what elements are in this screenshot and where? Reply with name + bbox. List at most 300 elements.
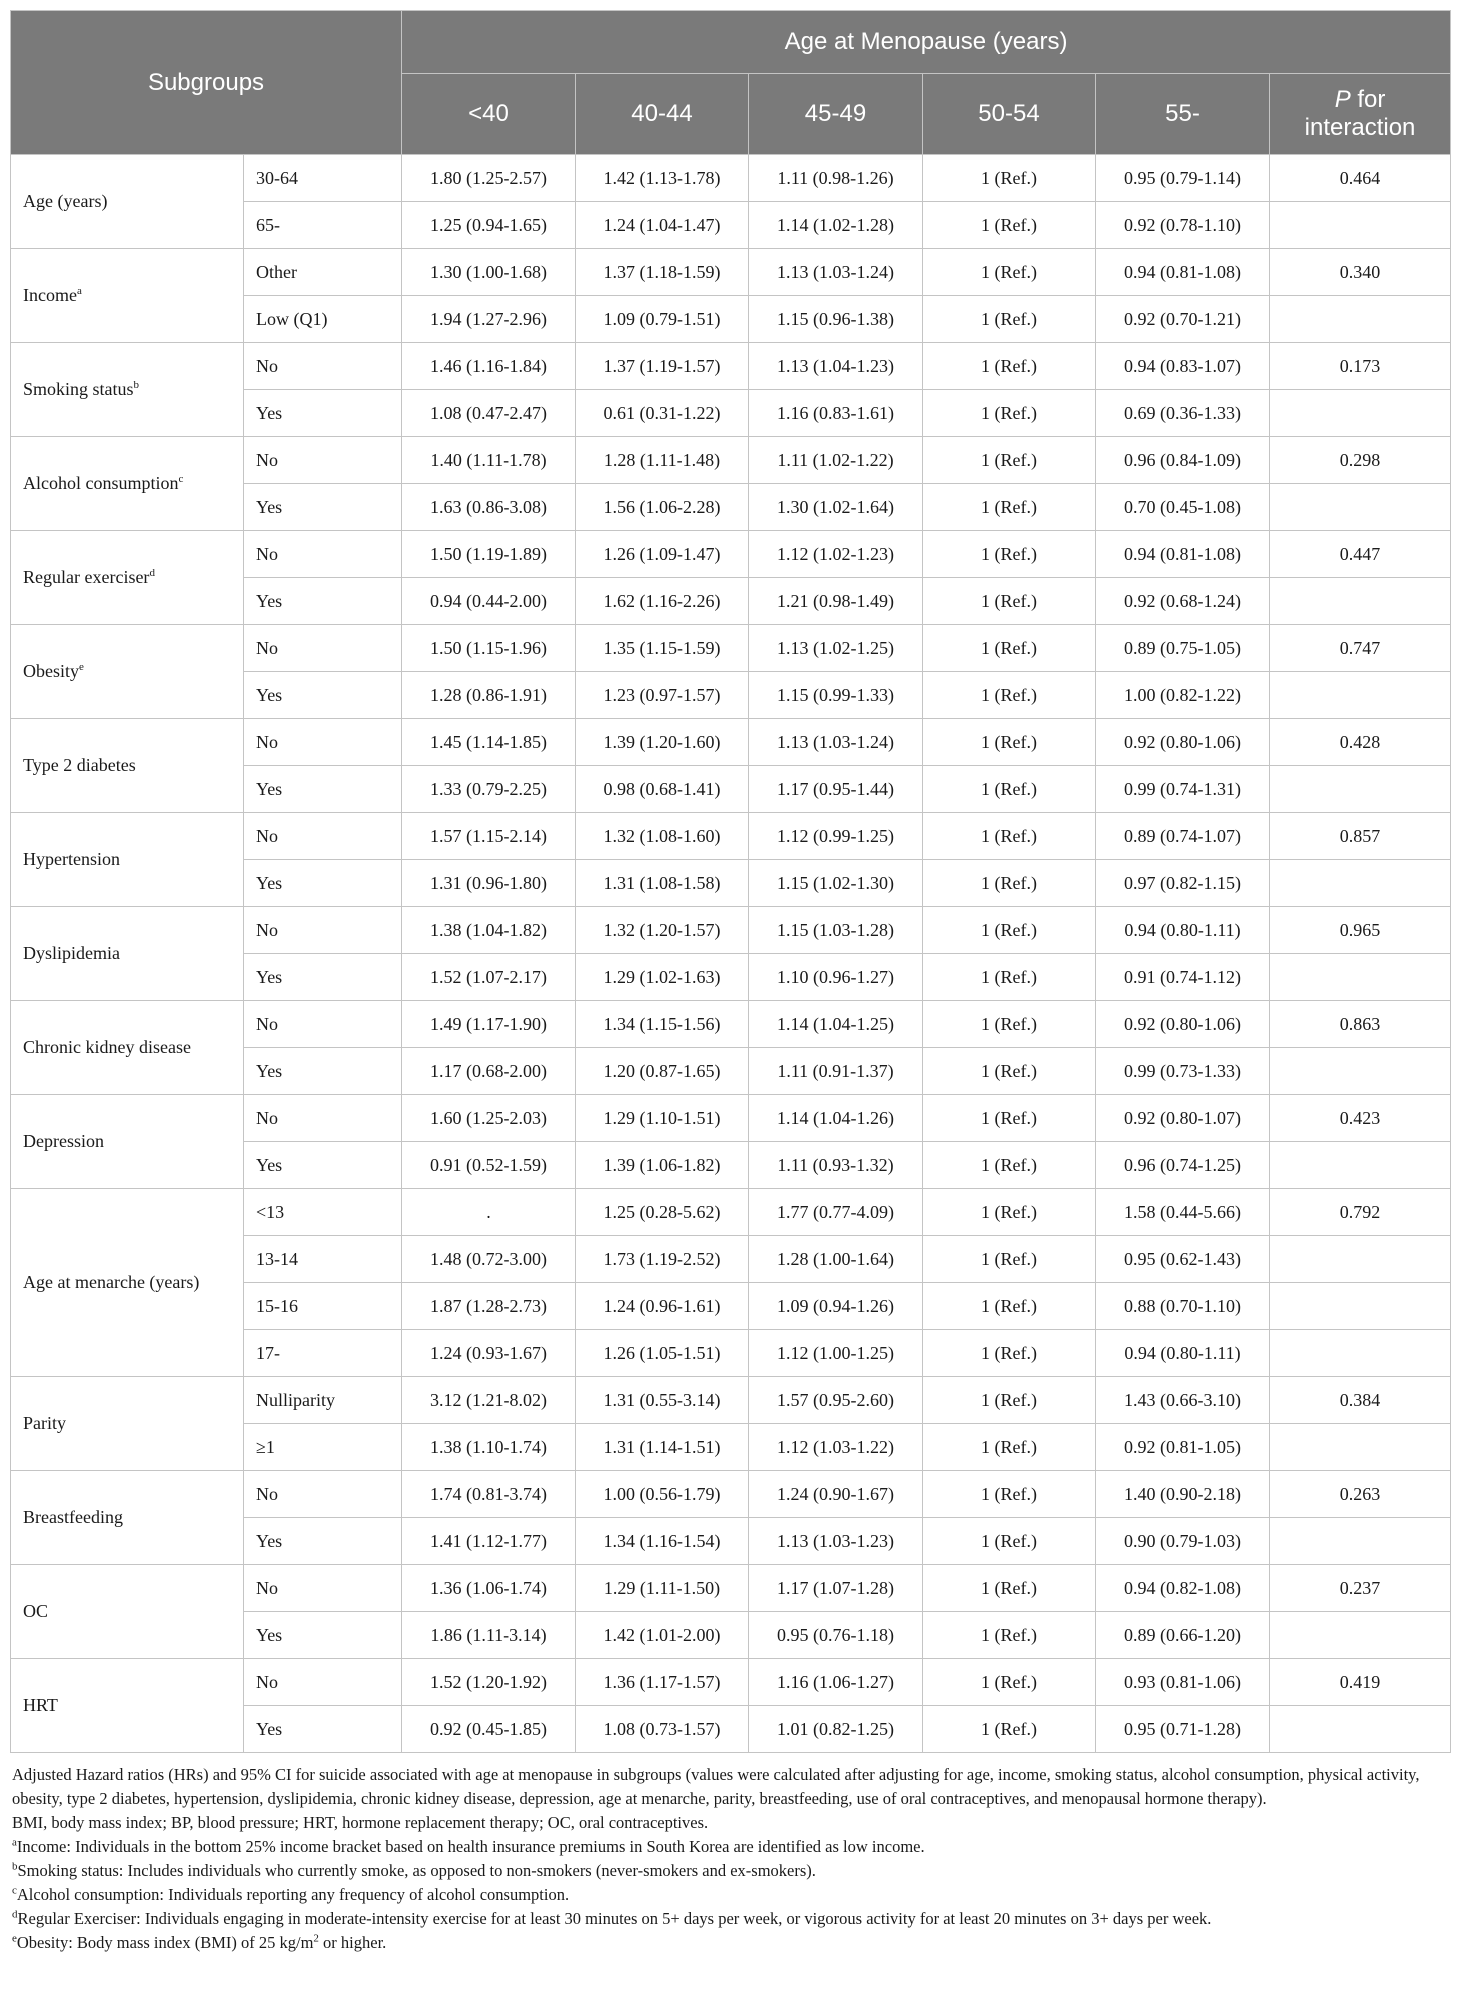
category-label: Yes bbox=[244, 860, 402, 907]
hr-cell: 1.30 (1.00-1.68) bbox=[402, 249, 576, 296]
footnote-marker: c bbox=[178, 473, 184, 485]
subgroup-label bbox=[11, 1189, 244, 1377]
hr-cell: 1.33 (0.79-2.25) bbox=[402, 766, 576, 813]
footnote-list bbox=[12, 1835, 1450, 1955]
category-label: Yes bbox=[244, 578, 402, 625]
category-label: Low (Q1) bbox=[244, 296, 402, 343]
table-figure bbox=[10, 10, 1450, 1955]
hr-cell: 1.21 (0.98-1.49) bbox=[749, 578, 923, 625]
hr-cell: 1.12 (0.99-1.25) bbox=[749, 813, 923, 860]
hr-cell: 0.94 (0.81-1.08) bbox=[1096, 249, 1270, 296]
footnote-mark: e bbox=[12, 1932, 17, 1945]
hr-cell: 1.43 (0.66-3.10) bbox=[1096, 1377, 1270, 1424]
hr-cell: 1.28 (1.11-1.48) bbox=[576, 437, 749, 484]
hr-cell: 1.25 (0.28-5.62) bbox=[576, 1189, 749, 1236]
interaction-text: interaction bbox=[1304, 114, 1416, 141]
hr-cell: 1.48 (0.72-3.00) bbox=[402, 1236, 576, 1283]
category-label: Other bbox=[244, 249, 402, 296]
category-label: 13-14 bbox=[244, 1236, 402, 1283]
subgroup-name: Age (years) bbox=[23, 191, 108, 211]
hr-cell: 0.92 (0.80-1.07) bbox=[1096, 1095, 1270, 1142]
hr-cell: 0.95 (0.71-1.28) bbox=[1096, 1706, 1270, 1753]
hr-cell: 1.37 (1.19-1.57) bbox=[576, 343, 749, 390]
hr-cell: 1.09 (0.79-1.51) bbox=[576, 296, 749, 343]
hr-cell: 1.36 (1.06-1.74) bbox=[402, 1565, 576, 1612]
hr-cell: 1.52 (1.07-2.17) bbox=[402, 954, 576, 1001]
subgroup-label bbox=[11, 1659, 244, 1753]
subgroup-label bbox=[11, 249, 244, 343]
hr-cell: 1.17 (1.07-1.28) bbox=[749, 1565, 923, 1612]
hr-cell: 1.01 (0.82-1.25) bbox=[749, 1706, 923, 1753]
footnote bbox=[12, 1931, 1450, 1955]
hr-cell: 1.25 (0.94-1.65) bbox=[402, 202, 576, 249]
hr-cell: 1.11 (0.91-1.37) bbox=[749, 1048, 923, 1095]
hr-cell: 1.26 (1.09-1.47) bbox=[576, 531, 749, 578]
hr-cell: 1.74 (0.81-3.74) bbox=[402, 1471, 576, 1518]
hr-cell: 1 (Ref.) bbox=[923, 1048, 1096, 1095]
subgroup-label bbox=[11, 531, 244, 625]
subgroup-name: Depression bbox=[23, 1131, 104, 1151]
hr-cell: 0.92 (0.81-1.05) bbox=[1096, 1424, 1270, 1471]
hr-cell: 0.88 (0.70-1.10) bbox=[1096, 1283, 1270, 1330]
subgroup-label bbox=[11, 343, 244, 437]
hr-cell: 0.99 (0.73-1.33) bbox=[1096, 1048, 1270, 1095]
hr-cell: 1.15 (0.99-1.33) bbox=[749, 672, 923, 719]
hr-cell: 1 (Ref.) bbox=[923, 1659, 1096, 1706]
footnote-text: Regular Exerciser: Individuals engaging in moderate-intensity exercise for at least 30 minutes on 5+ days per week, or vigorous activity for at least 20 minutes on 3+ days per week. bbox=[17, 1909, 1212, 1928]
hr-cell: 1.13 (1.03-1.24) bbox=[749, 249, 923, 296]
category-label: <13 bbox=[244, 1189, 402, 1236]
hr-cell: 0.92 (0.70-1.21) bbox=[1096, 296, 1270, 343]
p-interaction-value: 0.384 bbox=[1270, 1377, 1451, 1424]
hr-cell: 0.92 (0.45-1.85) bbox=[402, 1706, 576, 1753]
p-interaction-value: 0.447 bbox=[1270, 531, 1451, 578]
category-label: No bbox=[244, 719, 402, 766]
hr-cell: 1.52 (1.20-1.92) bbox=[402, 1659, 576, 1706]
p-interaction-empty bbox=[1270, 1706, 1451, 1753]
hr-cell: 0.92 (0.80-1.06) bbox=[1096, 719, 1270, 766]
category-label: 17- bbox=[244, 1330, 402, 1377]
p-interaction-value: 0.428 bbox=[1270, 719, 1451, 766]
hr-cell: 1.13 (1.03-1.24) bbox=[749, 719, 923, 766]
hr-cell: 1.31 (1.08-1.58) bbox=[576, 860, 749, 907]
hr-cell: 1.42 (1.13-1.78) bbox=[576, 155, 749, 202]
category-label: 15-16 bbox=[244, 1283, 402, 1330]
footnote-text: Obesity: Body mass index (BMI) of 25 kg/m bbox=[16, 1933, 314, 1952]
subgroup-name: HRT bbox=[23, 1695, 58, 1715]
hr-cell: 1 (Ref.) bbox=[923, 813, 1096, 860]
hr-cell: 1 (Ref.) bbox=[923, 202, 1096, 249]
col-header: <40 bbox=[402, 74, 576, 155]
table-row bbox=[11, 531, 1451, 578]
hr-cell: 1.24 (1.04-1.47) bbox=[576, 202, 749, 249]
hr-cell: 1.09 (0.94-1.26) bbox=[749, 1283, 923, 1330]
hr-cell: 1.39 (1.06-1.82) bbox=[576, 1142, 749, 1189]
hr-cell: 1 (Ref.) bbox=[923, 954, 1096, 1001]
hr-cell: 0.94 (0.82-1.08) bbox=[1096, 1565, 1270, 1612]
hr-cell: 1.36 (1.17-1.57) bbox=[576, 1659, 749, 1706]
p-interaction-empty bbox=[1270, 1518, 1451, 1565]
subgroup-name: Chronic kidney disease bbox=[23, 1037, 191, 1057]
category-label: No bbox=[244, 1095, 402, 1142]
category-label: Yes bbox=[244, 954, 402, 1001]
note-main: Adjusted Hazard ratios (HRs) and 95% CI for suicide associated with age at menopause in subgroups (values were calculated after adjusting for age, income, smoking status, alcohol consumption, physical activity, obesity, type 2 diabetes, hypertension, dyslipidemia, chronic kidney disease, depression, age at menarche, parity, breastfeeding, use of oral contraceptives, and menopausal hormone therapy). bbox=[12, 1765, 1420, 1808]
subgroup-name: Type 2 diabetes bbox=[23, 755, 136, 775]
category-label: Yes bbox=[244, 766, 402, 813]
subgroup-name: Age at menarche (years) bbox=[23, 1272, 200, 1292]
hr-cell: 1.73 (1.19-2.52) bbox=[576, 1236, 749, 1283]
category-label: Yes bbox=[244, 1612, 402, 1659]
col-header: 50-54 bbox=[923, 74, 1096, 155]
hr-cell: 0.70 (0.45-1.08) bbox=[1096, 484, 1270, 531]
p-interaction-value: 0.857 bbox=[1270, 813, 1451, 860]
hr-cell: 0.89 (0.75-1.05) bbox=[1096, 625, 1270, 672]
p-interaction-value: 0.298 bbox=[1270, 437, 1451, 484]
subgroup-name: Hypertension bbox=[23, 849, 120, 869]
hr-cell: 1 (Ref.) bbox=[923, 1236, 1096, 1283]
hr-cell: 0.94 (0.80-1.11) bbox=[1096, 1330, 1270, 1377]
p-interaction-empty bbox=[1270, 1236, 1451, 1283]
hr-cell: 1.28 (0.86-1.91) bbox=[402, 672, 576, 719]
hr-cell: 1.60 (1.25-2.03) bbox=[402, 1095, 576, 1142]
table-row bbox=[11, 1189, 1451, 1236]
hr-cell: 1 (Ref.) bbox=[923, 390, 1096, 437]
footnote-mark: b bbox=[12, 1860, 18, 1873]
hr-cell: 1.28 (1.00-1.64) bbox=[749, 1236, 923, 1283]
hr-cell: 0.90 (0.79-1.03) bbox=[1096, 1518, 1270, 1565]
hr-cell: 1.37 (1.18-1.59) bbox=[576, 249, 749, 296]
hr-cell: 0.89 (0.74-1.07) bbox=[1096, 813, 1270, 860]
hr-cell: 1.35 (1.15-1.59) bbox=[576, 625, 749, 672]
hr-cell: 1 (Ref.) bbox=[923, 1095, 1096, 1142]
hr-cell: 1.24 (0.96-1.61) bbox=[576, 1283, 749, 1330]
p-interaction-empty bbox=[1270, 484, 1451, 531]
hr-cell: 0.92 (0.78-1.10) bbox=[1096, 202, 1270, 249]
hr-cell: 1.56 (1.06-2.28) bbox=[576, 484, 749, 531]
hr-cell: 0.99 (0.74-1.31) bbox=[1096, 766, 1270, 813]
hr-cell: 1.31 (0.96-1.80) bbox=[402, 860, 576, 907]
p-interaction-empty bbox=[1270, 672, 1451, 719]
subgroup-name: Income bbox=[23, 285, 77, 305]
category-label: Yes bbox=[244, 1048, 402, 1095]
hr-cell: 1.23 (0.97-1.57) bbox=[576, 672, 749, 719]
category-label: Yes bbox=[244, 484, 402, 531]
hr-cell: 1.45 (1.14-1.85) bbox=[402, 719, 576, 766]
hr-cell: 1.15 (0.96-1.38) bbox=[749, 296, 923, 343]
hr-cell: 3.12 (1.21-8.02) bbox=[402, 1377, 576, 1424]
hr-cell: 1 (Ref.) bbox=[923, 719, 1096, 766]
category-label: Yes bbox=[244, 1518, 402, 1565]
hr-cell: 1 (Ref.) bbox=[923, 296, 1096, 343]
hr-cell: 1.15 (1.03-1.28) bbox=[749, 907, 923, 954]
category-label: ≥1 bbox=[244, 1424, 402, 1471]
hr-cell: 1 (Ref.) bbox=[923, 625, 1096, 672]
hr-cell: 0.91 (0.52-1.59) bbox=[402, 1142, 576, 1189]
subgroup-label bbox=[11, 1377, 244, 1471]
hr-cell: 1.08 (0.73-1.57) bbox=[576, 1706, 749, 1753]
subgroups-header: Subgroups bbox=[11, 11, 402, 155]
subgroup-label bbox=[11, 907, 244, 1001]
hr-cell: 1.29 (1.02-1.63) bbox=[576, 954, 749, 1001]
hr-cell: 0.92 (0.80-1.06) bbox=[1096, 1001, 1270, 1048]
p-interaction-value: 0.464 bbox=[1270, 155, 1451, 202]
table-notes bbox=[10, 1763, 1450, 1955]
hr-cell: 1 (Ref.) bbox=[923, 1471, 1096, 1518]
p-interaction-header bbox=[1270, 74, 1451, 155]
table-row bbox=[11, 1095, 1451, 1142]
hr-cell: 0.61 (0.31-1.22) bbox=[576, 390, 749, 437]
table-row bbox=[11, 1565, 1451, 1612]
hr-cell: 1.57 (1.15-2.14) bbox=[402, 813, 576, 860]
hr-cell: 1 (Ref.) bbox=[923, 1424, 1096, 1471]
table-row bbox=[11, 813, 1451, 860]
hr-cell: 1.00 (0.82-1.22) bbox=[1096, 672, 1270, 719]
hr-cell: 1.63 (0.86-3.08) bbox=[402, 484, 576, 531]
hr-cell: 1.12 (1.03-1.22) bbox=[749, 1424, 923, 1471]
hr-cell: 1 (Ref.) bbox=[923, 1001, 1096, 1048]
category-label: No bbox=[244, 531, 402, 578]
p-interaction-empty bbox=[1270, 1283, 1451, 1330]
table-row bbox=[11, 1471, 1451, 1518]
subgroup-name: Parity bbox=[23, 1413, 66, 1433]
hr-cell: 1.12 (1.02-1.23) bbox=[749, 531, 923, 578]
subgroup-label bbox=[11, 1565, 244, 1659]
footnote bbox=[12, 1859, 1450, 1883]
p-interaction-value: 0.423 bbox=[1270, 1095, 1451, 1142]
hr-cell: 1 (Ref.) bbox=[923, 155, 1096, 202]
hr-cell: 1.29 (1.11-1.50) bbox=[576, 1565, 749, 1612]
table-row bbox=[11, 437, 1451, 484]
hr-cell: 1.86 (1.11-3.14) bbox=[402, 1612, 576, 1659]
subgroup-name: Dyslipidemia bbox=[23, 943, 120, 963]
table-row bbox=[11, 1377, 1451, 1424]
subgroup-name: OC bbox=[23, 1601, 49, 1621]
col-header: 40-44 bbox=[576, 74, 749, 155]
hr-cell: 1 (Ref.) bbox=[923, 249, 1096, 296]
subgroup-name: Breastfeeding bbox=[23, 1507, 123, 1527]
category-label: No bbox=[244, 1471, 402, 1518]
hr-cell: 1.38 (1.04-1.82) bbox=[402, 907, 576, 954]
footnote-mark: c bbox=[12, 1884, 17, 1897]
hr-cell: 1.11 (0.98-1.26) bbox=[749, 155, 923, 202]
category-label: Yes bbox=[244, 390, 402, 437]
p-interaction-value: 0.965 bbox=[1270, 907, 1451, 954]
category-label: No bbox=[244, 1001, 402, 1048]
hr-cell: 1.31 (0.55-3.14) bbox=[576, 1377, 749, 1424]
footnote-marker: a bbox=[76, 285, 82, 297]
note-abbreviations: BMI, body mass index; BP, blood pressure; HRT, hormone replacement therapy; OC, oral contraceptives. bbox=[12, 1813, 709, 1832]
hr-cell: 0.98 (0.68-1.41) bbox=[576, 766, 749, 813]
hr-cell: 1 (Ref.) bbox=[923, 1330, 1096, 1377]
p-interaction-empty bbox=[1270, 390, 1451, 437]
table-row bbox=[11, 343, 1451, 390]
footnote-tail: or higher. bbox=[318, 1933, 387, 1952]
category-label: No bbox=[244, 1659, 402, 1706]
p-interaction-value: 0.263 bbox=[1270, 1471, 1451, 1518]
footnote-marker: b bbox=[133, 379, 140, 391]
p-interaction-empty bbox=[1270, 766, 1451, 813]
hr-cell: 1 (Ref.) bbox=[923, 1706, 1096, 1753]
hr-cell: 1 (Ref.) bbox=[923, 1283, 1096, 1330]
hr-cell: 1.41 (1.12-1.77) bbox=[402, 1518, 576, 1565]
footnote-text: Smoking status: Includes individuals who currently smoke, as opposed to non-smokers (never-smokers and ex-smokers). bbox=[17, 1861, 816, 1880]
hr-cell: 1.12 (1.00-1.25) bbox=[749, 1330, 923, 1377]
subgroup-label bbox=[11, 1095, 244, 1189]
subgroup-label bbox=[11, 625, 244, 719]
hr-cell: 1.31 (1.14-1.51) bbox=[576, 1424, 749, 1471]
hr-cell: 1.32 (1.08-1.60) bbox=[576, 813, 749, 860]
hr-cell: 1 (Ref.) bbox=[923, 907, 1096, 954]
table-row bbox=[11, 249, 1451, 296]
category-label: No bbox=[244, 907, 402, 954]
footnote-marker: d bbox=[149, 567, 155, 579]
hr-cell: 1.80 (1.25-2.57) bbox=[402, 155, 576, 202]
hr-cell: 0.94 (0.81-1.08) bbox=[1096, 531, 1270, 578]
hr-cell: 1.13 (1.03-1.23) bbox=[749, 1518, 923, 1565]
subgroup-hr-table bbox=[10, 10, 1451, 1753]
hr-cell: 1.30 (1.02-1.64) bbox=[749, 484, 923, 531]
p-interaction-empty bbox=[1270, 860, 1451, 907]
hr-cell: 1.13 (1.02-1.25) bbox=[749, 625, 923, 672]
hr-cell: 1 (Ref.) bbox=[923, 672, 1096, 719]
p-interaction-value: 0.237 bbox=[1270, 1565, 1451, 1612]
hr-cell: 1.17 (0.68-2.00) bbox=[402, 1048, 576, 1095]
subgroup-label bbox=[11, 1001, 244, 1095]
table-row bbox=[11, 625, 1451, 672]
footnote-marker: e bbox=[79, 661, 84, 673]
subgroup-name: Regular exerciser bbox=[23, 567, 150, 587]
hr-cell: 1.32 (1.20-1.57) bbox=[576, 907, 749, 954]
hr-cell: 1.10 (0.96-1.27) bbox=[749, 954, 923, 1001]
hr-cell: 0.94 (0.80-1.11) bbox=[1096, 907, 1270, 954]
hr-cell: 0.96 (0.84-1.09) bbox=[1096, 437, 1270, 484]
hr-cell: 1.46 (1.16-1.84) bbox=[402, 343, 576, 390]
hr-cell: 1.26 (1.05-1.51) bbox=[576, 1330, 749, 1377]
footnote bbox=[12, 1835, 1450, 1859]
hr-cell: 1 (Ref.) bbox=[923, 484, 1096, 531]
table-row bbox=[11, 719, 1451, 766]
col-header: 55- bbox=[1096, 74, 1270, 155]
hr-cell: 0.95 (0.76-1.18) bbox=[749, 1612, 923, 1659]
table-row bbox=[11, 907, 1451, 954]
hr-cell: 1.50 (1.15-1.96) bbox=[402, 625, 576, 672]
p-interaction-value: 0.173 bbox=[1270, 343, 1451, 390]
hr-cell: 0.94 (0.83-1.07) bbox=[1096, 343, 1270, 390]
hr-cell: 1.77 (0.77-4.09) bbox=[749, 1189, 923, 1236]
hr-cell: 1 (Ref.) bbox=[923, 860, 1096, 907]
hr-cell: 1.34 (1.15-1.56) bbox=[576, 1001, 749, 1048]
hr-cell: 0.94 (0.44-2.00) bbox=[402, 578, 576, 625]
p-interaction-empty bbox=[1270, 296, 1451, 343]
table-row bbox=[11, 155, 1451, 202]
hr-cell: 1.50 (1.19-1.89) bbox=[402, 531, 576, 578]
hr-cell: 1.42 (1.01-2.00) bbox=[576, 1612, 749, 1659]
p-interaction-empty bbox=[1270, 202, 1451, 249]
category-label: No bbox=[244, 343, 402, 390]
hr-cell: 0.95 (0.79-1.14) bbox=[1096, 155, 1270, 202]
hr-cell: 0.89 (0.66-1.20) bbox=[1096, 1612, 1270, 1659]
hr-cell: 1.40 (1.11-1.78) bbox=[402, 437, 576, 484]
p-interaction-value: 0.340 bbox=[1270, 249, 1451, 296]
category-label: Yes bbox=[244, 1142, 402, 1189]
hr-cell: 1.24 (0.90-1.67) bbox=[749, 1471, 923, 1518]
hr-cell: 1.08 (0.47-2.47) bbox=[402, 390, 576, 437]
hr-cell: 0.91 (0.74-1.12) bbox=[1096, 954, 1270, 1001]
hr-cell: 0.92 (0.68-1.24) bbox=[1096, 578, 1270, 625]
p-interaction-empty bbox=[1270, 1142, 1451, 1189]
subgroup-label bbox=[11, 719, 244, 813]
hr-cell: . bbox=[402, 1189, 576, 1236]
hr-cell: 1.40 (0.90-2.18) bbox=[1096, 1471, 1270, 1518]
category-label: No bbox=[244, 813, 402, 860]
hr-cell: 1 (Ref.) bbox=[923, 1142, 1096, 1189]
hr-cell: 1.49 (1.17-1.90) bbox=[402, 1001, 576, 1048]
footnote-text: Alcohol consumption: Individuals reporting any frequency of alcohol consumption. bbox=[16, 1885, 570, 1904]
hr-cell: 1 (Ref.) bbox=[923, 1565, 1096, 1612]
subgroup-name: Smoking status bbox=[23, 379, 134, 399]
hr-cell: 1.15 (1.02-1.30) bbox=[749, 860, 923, 907]
category-label: Yes bbox=[244, 672, 402, 719]
footnote-mark: d bbox=[12, 1908, 18, 1921]
p-interaction-empty bbox=[1270, 1048, 1451, 1095]
hr-cell: 1.13 (1.04-1.23) bbox=[749, 343, 923, 390]
category-label: Nulliparity bbox=[244, 1377, 402, 1424]
hr-cell: 0.95 (0.62-1.43) bbox=[1096, 1236, 1270, 1283]
hr-cell: 1.87 (1.28-2.73) bbox=[402, 1283, 576, 1330]
hr-cell: 1.16 (1.06-1.27) bbox=[749, 1659, 923, 1706]
footnote-superscript: 2 bbox=[313, 1932, 319, 1945]
hr-cell: 1 (Ref.) bbox=[923, 343, 1096, 390]
hr-cell: 0.69 (0.36-1.33) bbox=[1096, 390, 1270, 437]
hr-cell: 0.96 (0.74-1.25) bbox=[1096, 1142, 1270, 1189]
p-interaction-empty bbox=[1270, 1612, 1451, 1659]
hr-cell: 1 (Ref.) bbox=[923, 1612, 1096, 1659]
subgroup-name: Alcohol consumption bbox=[23, 473, 179, 493]
subgroup-name: Obesity bbox=[23, 661, 79, 681]
p-interaction-empty bbox=[1270, 578, 1451, 625]
hr-cell: 1.17 (0.95-1.44) bbox=[749, 766, 923, 813]
hr-cell: 1.38 (1.10-1.74) bbox=[402, 1424, 576, 1471]
hr-cell: 1.16 (0.83-1.61) bbox=[749, 390, 923, 437]
hr-cell: 1 (Ref.) bbox=[923, 1377, 1096, 1424]
p-interaction-value: 0.747 bbox=[1270, 625, 1451, 672]
hr-cell: 0.97 (0.82-1.15) bbox=[1096, 860, 1270, 907]
p-for-text: for bbox=[1350, 86, 1386, 113]
hr-cell: 1.20 (0.87-1.65) bbox=[576, 1048, 749, 1095]
category-label: No bbox=[244, 625, 402, 672]
hr-cell: 1.58 (0.44-5.66) bbox=[1096, 1189, 1270, 1236]
table-row bbox=[11, 1001, 1451, 1048]
col-header: 45-49 bbox=[749, 74, 923, 155]
hr-cell: 1 (Ref.) bbox=[923, 578, 1096, 625]
p-symbol: P bbox=[1334, 86, 1351, 113]
hr-cell: 1.62 (1.16-2.26) bbox=[576, 578, 749, 625]
hr-cell: 1 (Ref.) bbox=[923, 1518, 1096, 1565]
hr-cell: 1.14 (1.04-1.25) bbox=[749, 1001, 923, 1048]
hr-cell: 1.34 (1.16-1.54) bbox=[576, 1518, 749, 1565]
footnote bbox=[12, 1883, 1450, 1907]
hr-cell: 1.57 (0.95-2.60) bbox=[749, 1377, 923, 1424]
hr-cell: 1.94 (1.27-2.96) bbox=[402, 296, 576, 343]
p-interaction-empty bbox=[1270, 1330, 1451, 1377]
hr-cell: 1.39 (1.20-1.60) bbox=[576, 719, 749, 766]
p-interaction-empty bbox=[1270, 954, 1451, 1001]
footnote-text: Income: Individuals in the bottom 25% income bracket based on health insurance premiums in South Korea are identified as low income. bbox=[16, 1837, 925, 1856]
hr-cell: 1.14 (1.02-1.28) bbox=[749, 202, 923, 249]
p-interaction-empty bbox=[1270, 1424, 1451, 1471]
hr-cell: 1.29 (1.10-1.51) bbox=[576, 1095, 749, 1142]
subgroup-label bbox=[11, 437, 244, 531]
